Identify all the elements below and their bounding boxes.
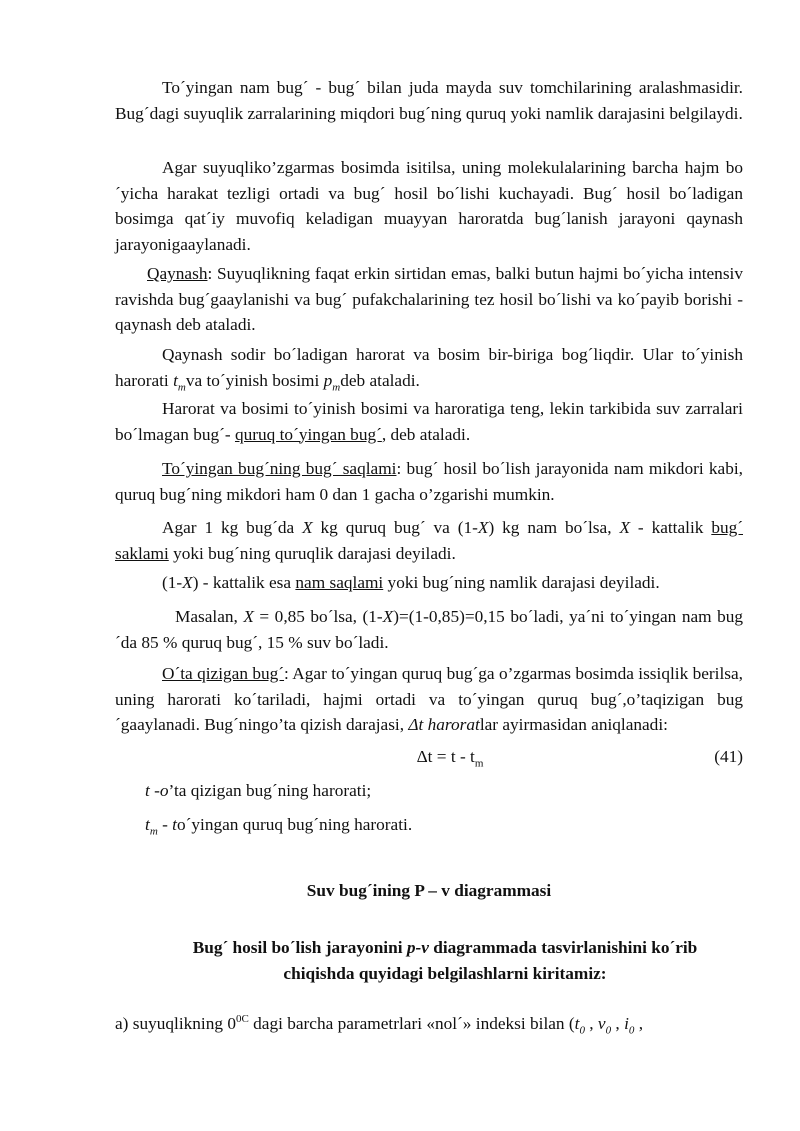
text-run: yoki bug´ning namlik darajasi deyiladi. [383,573,660,592]
paragraph-example [115,604,743,655]
symbol-p: p [323,370,333,390]
symbol-delta-t: Δt harorat [408,715,480,734]
paragraph-steam-content [115,456,743,507]
symbol-t: t [172,815,177,834]
subscript-0: 0 [628,1024,635,1037]
text-run: Qaynash sodir bo´ladigan harorat va bosim bir-biriga bog´liqdir. Ular to´yinish harorati [115,345,743,390]
equation-41 [115,744,743,770]
term-superheated: O´ta qizigan bug´ [162,664,285,683]
symbol-t: t [173,370,178,390]
text-run: : Agar to´yingan quruq bug´ga o’zgarmas bosimda issiqlik berilsa, uning harorati ko´tariladi, hajmi ortadi va to´yingan quruq bug´,o’taqizigan bug´gaaylanadi. Bug´ningo’ta qizish darajasi, [115,664,744,734]
symbol-t: t -o [145,781,169,800]
text-run: ’ta qizigan bug´ning harorati; [168,781,372,800]
definition-tm [145,812,743,838]
text-run: Masalan, [175,607,244,626]
term-steam-content: To´yingan bug´ning bug´ saqlami [162,459,397,478]
paragraph-heating [115,155,743,257]
text-run: lar ayirmasidan aniqlanadi: [479,715,668,734]
text-run: , deb ataladi. [381,424,471,444]
text-run: diagrammada tasvirlanishini ko´rib chiqishda quyidagi belgilashlarni kiritamiz: [283,938,698,983]
paragraph-text: To´yingan nam bug´ - bug´ bilan juda mayda suv tomchilarining aralashmasidir. Bug´dagi suyuqlik zarralarining miqdori bug´ning quruq yoki namlik darajasini belgilaydi. [115,78,743,123]
subscript-0: 0 [605,1024,612,1037]
text-run: o´yingan quruq bug´ning harorati. [176,815,413,834]
definition-t [145,778,743,804]
separator: , [584,1014,598,1033]
term-dry-saturated: quruq to´yingan bug´ [234,424,382,444]
paragraph-text: : bug´ hosil bo´lish jarayonida nam mikdori kabi, quruq bug´ning mikdori ham 0 dan 1 gacha o’zgarishi mumkin. [115,459,743,504]
symbol-t: t [574,1014,580,1033]
text-run: ) kg nam bo´lsa, [488,518,620,537]
equation-subscript: m [474,757,484,770]
text-run: a) suyuqlikning 0 [115,1014,236,1033]
section-heading: Suv bug´ining P – v diagrammasi [306,881,552,900]
text-run: Harorat va bosimi to´yinish bosimi va haroratiga teng, lekin tarkibida suv zarralari bo´lmagan bug´- [115,399,743,444]
paragraph-wet-steam [115,75,743,126]
text-run: , [634,1014,644,1033]
text-run: - kattalik [630,518,712,537]
text-run: )=(1-0,85)=0,15 bo´ladi, ya´ni to´yingan nam bug´da 85 % quruq bug´, 15 % suv bo´ladi. [115,607,743,652]
symbol-pv: p-v [406,938,429,957]
subscript-m: m [332,380,341,393]
term-steam-saklami: bug´ saklami [115,518,743,563]
equation-text: Δt = t - t [416,747,475,766]
text-run: yoki bug´ning quruqlik darajasi deyiladi. [168,543,456,563]
paragraph-text: Agar suyuqliko’zgarmas bosimda isitilsa, uning molekulalarining barcha hajm bo´yicha harakat tezligi ortadi va bug´ hosil bo´lishi kuchayadi. Bug´ hosil bo´ladigan bosimga qat´iy muvofiq keladigan muayyan haroratda bug´lanish jarayoni qaynash jarayonigaaylanadi. [115,158,743,254]
text-run: (1- [162,573,183,592]
paragraph-dryness [115,515,743,566]
text-run: kg quruq bug´ va (1- [312,518,478,537]
symbol-x: X [302,518,313,537]
subscript-m: m [149,825,158,838]
paragraph-boiling [115,261,743,338]
symbol-x: X [243,607,254,626]
text-run: - [157,815,173,834]
subscript-0: 0 [579,1024,585,1037]
paragraph-dry-saturated [115,396,743,447]
symbol-x: X [619,518,630,537]
text-run: Agar 1 kg bug´da [162,518,303,537]
symbol-v: v [597,1014,606,1033]
paragraph-saturation [115,342,743,393]
symbol-x: X [382,607,394,626]
text-run: va to´yinish bosimi [185,370,324,390]
paragraph-moisture [115,570,743,596]
separator: , [611,1014,625,1033]
term-boiling: Qaynash [147,264,208,283]
text-run: deb ataladi. [340,370,420,390]
subscript-m: m [177,380,186,393]
superscript-0c: 0C [235,1013,249,1026]
paragraph-notation [115,1011,743,1037]
text-run: Bug´ hosil bo´lish jarayonini [192,938,407,957]
symbol-x: X [182,573,193,592]
symbol-x: X [477,518,489,537]
equation-body [390,744,510,770]
term-moisture-content: nam saqlami [295,573,384,592]
text-run: dagi barcha parametrlari «nol´» indeksi bilan ( [248,1014,575,1033]
text-run: = 0,85 bo´lsa, (1- [253,607,383,626]
symbol-i: i [624,1014,629,1033]
equation-number: (41) [714,747,743,766]
symbol-t: t [145,815,150,834]
text-run: ) - kattalik esa [192,573,296,592]
paragraph-superheated [115,661,743,738]
paragraph-text: : Suyuqlikning faqat erkin sirtidan emas, balki butun hajmi bo´yicha intensiv ravishda bug´gaaylanishi va bug´ pufakchalarining tez hosil bo´lishi va ko´payib borishi - qaynash deb ataladi. [115,264,743,334]
subsection-heading [165,935,725,986]
